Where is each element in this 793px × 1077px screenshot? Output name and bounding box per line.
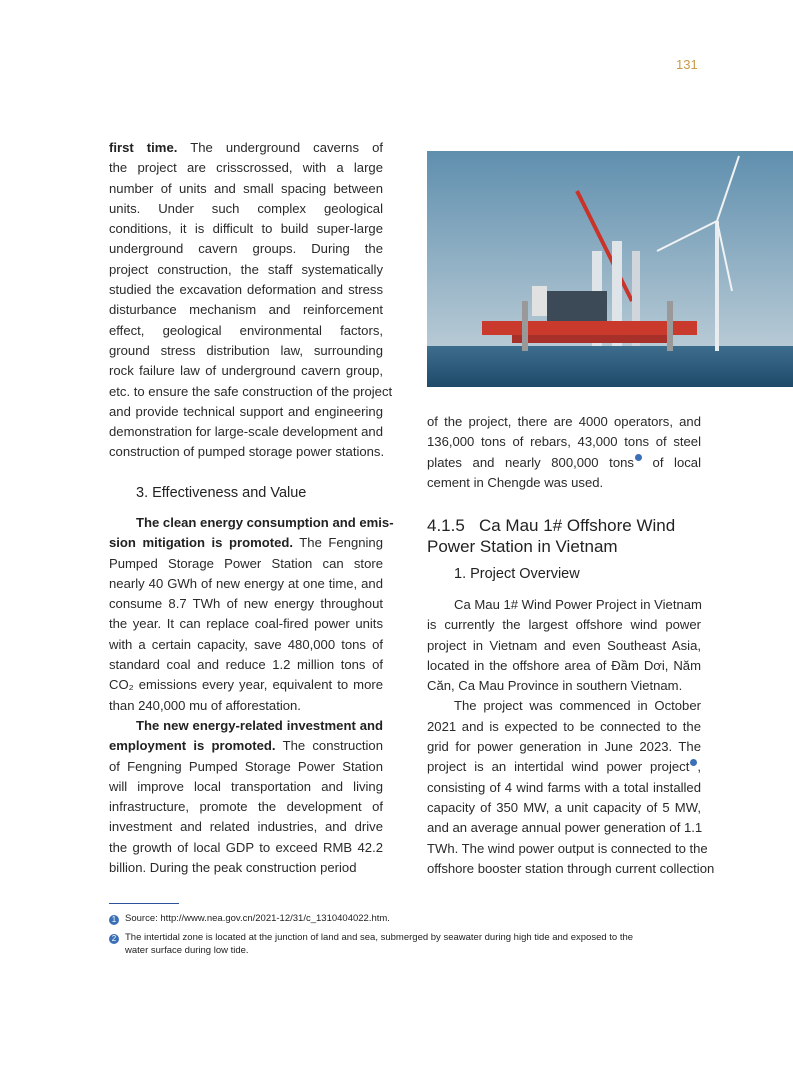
footnote-text: Source: http://www.nea.gov.cn/2021-12/31/c_1310404022.htm. xyxy=(125,913,390,924)
text-line: of Fengning Pumped Storage Power Station xyxy=(109,758,383,774)
page-number: 131 xyxy=(676,57,698,72)
section-heading-effectiveness: 3. Effectiveness and Value xyxy=(136,485,307,501)
text-line: plates and nearly 800,000 tons of local xyxy=(427,454,701,470)
footnote-marker-1: 1 xyxy=(109,915,119,925)
text-line: effect, geological environmental factors, xyxy=(109,322,383,338)
offshore-wind-installation-photo xyxy=(427,151,793,387)
section-title-ca-mau xyxy=(427,515,675,557)
text-line: Căn, Ca Mau Province in southern Vietnam. xyxy=(427,678,683,694)
left-column-bottom-text xyxy=(109,513,394,878)
text-line: project in Vietnam and even Southeast Asia, xyxy=(427,637,701,653)
text-line: the project are crisscrossed, with a large xyxy=(109,160,383,176)
footnote-reference-2[interactable] xyxy=(690,759,697,766)
text-line: construction of pumped storage power stations. xyxy=(109,444,385,460)
footnote-text-continued: water surface during low tide. xyxy=(125,944,249,956)
text-line: investment and related industries, and drive xyxy=(109,819,383,835)
text-line: employment is promoted. The construction xyxy=(109,738,383,754)
text-line: grid for power generation in June 2023. The xyxy=(427,739,701,755)
subheading-project-overview: 1. Project Overview xyxy=(454,566,580,582)
section-title-line2: Power Station in Vietnam xyxy=(427,537,618,556)
text-line: offshore booster station through current collection xyxy=(427,860,715,876)
text-line: located in the offshore area of Đầm Dơi, Năm xyxy=(427,657,701,673)
text-line: The project was commenced in October xyxy=(454,698,701,714)
text-line: disturbance mechanism and reinforcement xyxy=(109,302,383,318)
footnote-divider xyxy=(109,903,179,904)
text-line: the year. It can replace coal-fired power units xyxy=(109,616,383,632)
bold-lead-text: The clean energy consumption and emis- xyxy=(136,515,394,530)
text-line: number of units and small spacing between xyxy=(109,180,383,196)
bold-lead-text: employment is promoted. xyxy=(109,738,276,754)
right-column-bottom-text xyxy=(427,595,715,879)
text-line: TWh. The wind power output is connected to the xyxy=(427,840,708,856)
text-line: capacity of 350 MW, a unit capacity of 5 MW, xyxy=(427,799,701,815)
text-line: cement in Chengde was used. xyxy=(427,474,604,490)
text-line: demonstration for large-scale development and xyxy=(109,424,383,440)
text-line: billion. During the peak construction period xyxy=(109,860,357,876)
text-line: with a certain capacity, save 480,000 tons of xyxy=(109,636,383,652)
footnote-marker-2: 2 xyxy=(109,934,119,944)
text-line: ground stress distribution law, surrounding xyxy=(109,342,383,358)
text-line: nearly 40 GWh of new energy at one time, and xyxy=(109,575,383,591)
text-line: CO₂ emissions every year, equivalent to more xyxy=(109,677,383,693)
text-line: etc. to ensure the safe construction of the project xyxy=(109,383,393,399)
text-line: 2021 and is expected to be connected to the xyxy=(427,718,701,734)
text-line: and provide technical support and engineering xyxy=(109,403,383,419)
bold-lead-text: first time. xyxy=(109,140,178,155)
text-line: conditions, it is difficult to build super-large xyxy=(109,221,383,237)
text-line: underground cavern groups. During the xyxy=(109,241,383,257)
text-line: consume 8.7 TWh of new energy throughout xyxy=(109,596,383,612)
text-line: of the project, there are 4000 operators, and xyxy=(427,414,701,429)
text-line: Pumped Storage Power Station can store xyxy=(109,555,383,571)
text-line: than 240,000 mu of afforestation. xyxy=(109,697,301,713)
text-line: will improve local transportation and living xyxy=(109,778,383,794)
text-line xyxy=(109,513,394,533)
text-line: project is an intertidal wind power project , xyxy=(427,759,701,775)
left-column-top-text xyxy=(109,138,393,463)
text-line xyxy=(109,716,383,736)
text-line: is currently the largest offshore wind power xyxy=(427,617,701,633)
bold-lead-text: The new energy-related investment and xyxy=(136,717,383,733)
text-line: first time. The underground caverns of xyxy=(109,140,384,155)
footnote-text: The intertidal zone is located at the junction of land and sea, submerged by seawater during high tide and exposed to the xyxy=(125,932,634,943)
footnote-reference-1[interactable] xyxy=(635,454,642,461)
text-line: Ca Mau 1# Wind Power Project in Vietnam xyxy=(454,597,702,612)
text-line: standard coal and reduce 1.2 million tons of xyxy=(109,657,383,673)
right-column-top-text xyxy=(427,412,701,493)
text-line: the growth of local GDP to exceed RMB 42.2 xyxy=(109,839,383,855)
text-line: units. Under such complex geological xyxy=(109,200,383,216)
text-line: consisting of 4 wind farms with a total installed xyxy=(427,779,701,795)
text-line: and an average annual power generation of 1.1 xyxy=(427,820,703,836)
footnote-1 xyxy=(109,913,709,926)
text-line: sion mitigation is promoted. The Fengning xyxy=(109,535,383,551)
text-line: project construction, the staff systematically xyxy=(109,261,383,277)
text-line: 136,000 tons of rebars, 43,000 tons of steel xyxy=(427,434,701,450)
text-line: studied the excavation deformation and stress xyxy=(109,282,383,298)
text-line: rock failure law of underground cavern group, xyxy=(109,363,383,379)
bold-lead-text: sion mitigation is promoted. xyxy=(109,535,293,551)
section-title-line1: 4.1.5 Ca Mau 1# Offshore Wind xyxy=(427,516,676,535)
footnote-2 xyxy=(109,932,709,957)
text-line: infrastructure, promote the development of xyxy=(109,799,383,815)
